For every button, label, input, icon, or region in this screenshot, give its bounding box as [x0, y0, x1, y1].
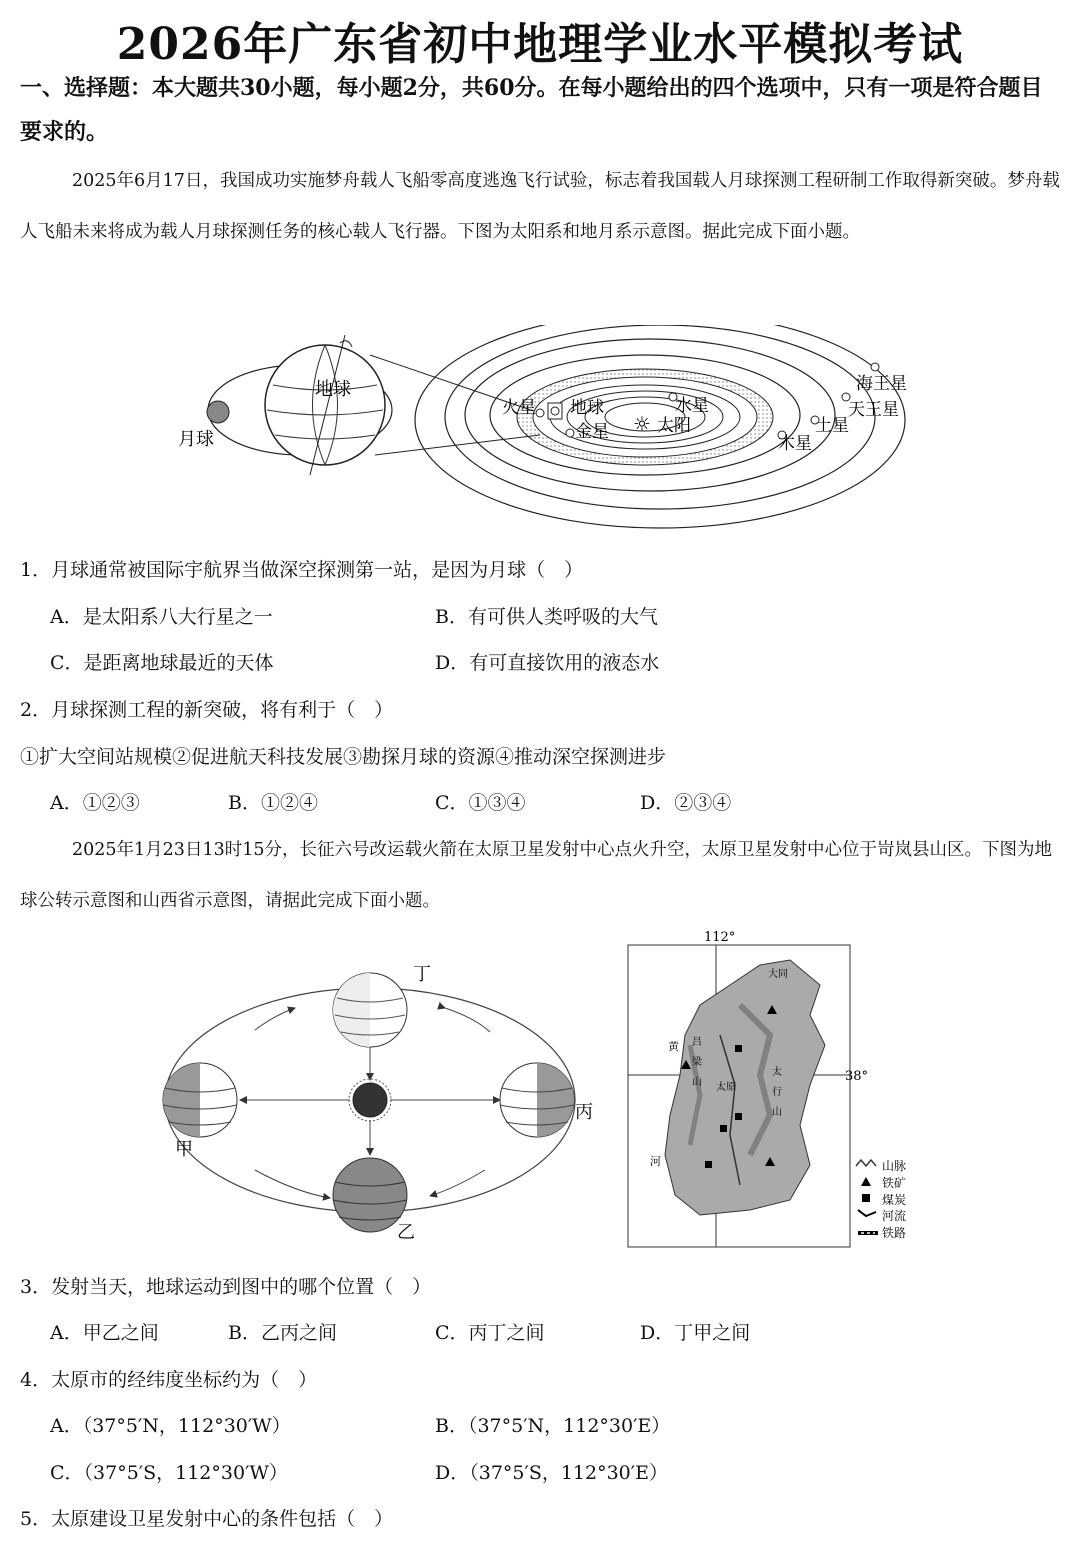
q1-option-b[interactable]: B．有可供人类呼吸的大气: [435, 606, 658, 628]
map-label-shan2: 山: [772, 1107, 782, 1118]
passage-1: [20, 156, 1065, 258]
legend-coal: 煤炭: [882, 1193, 907, 1207]
map-label-tai: 太: [772, 1067, 782, 1078]
q3-option-d[interactable]: D．丁甲之间: [640, 1322, 751, 1344]
legend-mountain: 山脉: [882, 1159, 907, 1173]
map-label-taiyuan: 太原: [716, 1082, 736, 1093]
q1-option-a[interactable]: A．是太阳系八大行星之一: [50, 606, 273, 628]
q2-option-c[interactable]: C．①③④: [435, 792, 526, 814]
earth-globe: [265, 345, 385, 465]
map-label-he: 河: [650, 1155, 661, 1168]
mercury-label: 水星: [675, 396, 709, 416]
mars-label: 火星: [502, 398, 536, 418]
q4-option-b[interactable]: B．（37°5′N，112°30′E）: [435, 1415, 671, 1437]
map-label-huang: 黄: [668, 1040, 679, 1053]
venus-label: 金星: [575, 422, 609, 442]
sun-icon: ☼: [633, 412, 651, 436]
q2-option-a[interactable]: A．①②③: [50, 792, 140, 814]
map-label-shan1: 山: [692, 1077, 702, 1088]
position-ding-label: 丁: [413, 964, 431, 985]
q2-option-d[interactable]: D．②③④: [640, 792, 732, 814]
page-title: 2026年广东省初中地理学业水平模拟考试: [116, 19, 964, 70]
legend-railway: 铁路: [882, 1226, 907, 1240]
map-label-lv: 吕: [692, 1037, 702, 1048]
q3-option-c[interactable]: C．丙丁之间: [435, 1322, 545, 1344]
earth-revolution-figure: [155, 960, 605, 1245]
legend-iron: 铁矿: [882, 1176, 907, 1190]
shanxi-map-figure: [620, 925, 940, 1255]
map-label-hang: 行: [772, 1087, 782, 1098]
moon-label: 月球: [178, 429, 214, 450]
earth-label: 地球: [570, 398, 604, 418]
q3-option-a[interactable]: A．甲乙之间: [50, 1322, 159, 1344]
passage-2: [20, 825, 1065, 927]
sun-label: 太阳: [657, 416, 691, 436]
q2-option-b[interactable]: B．①②④: [228, 792, 318, 814]
q1-option-d[interactable]: D．有可直接饮用的液态水: [435, 652, 660, 674]
q4-option-d[interactable]: D．（37°5′S，112°30′E）: [435, 1462, 668, 1484]
q1-option-c[interactable]: C．是距离地球最近的天体: [50, 652, 274, 674]
section-heading: 一、选择题：本大题共30小题，每小题2分，共60分。在每小题给出的四个选项中，只有一项是符合题目要求的。: [20, 75, 1043, 145]
map-label-liang: 梁: [692, 1057, 702, 1068]
legend-river: 河流: [882, 1209, 907, 1223]
longitude-label: 112°: [704, 930, 736, 945]
q4-option-a[interactable]: A．（37°5′N，112°30′W）: [50, 1415, 291, 1437]
position-yi-label: 乙: [397, 1222, 415, 1243]
uranus-label: 天王星: [848, 400, 899, 420]
position-jia-label: 甲: [175, 1139, 193, 1160]
jupiter-label: 木星: [778, 434, 812, 454]
q4-option-c[interactable]: C．（37°5′S，112°30′W）: [50, 1462, 288, 1484]
sun: [353, 1083, 387, 1117]
question-2-stem: 2．月球探测工程的新突破，将有利于（ ）: [20, 699, 394, 721]
q3-option-b[interactable]: B．乙丙之间: [228, 1322, 337, 1344]
question-3-stem: 3．发射当天，地球运动到图中的哪个位置（ ）: [20, 1276, 432, 1298]
saturn-label: 土星: [815, 416, 849, 436]
earth-big-label: 地球: [315, 379, 351, 400]
neptune-label: 海王星: [856, 374, 907, 394]
question-4-stem: 4．太原市的经纬度坐标约为（ ）: [20, 1369, 318, 1391]
question-5-stem: 5．太原建设卫星发射中心的条件包括（ ）: [20, 1508, 394, 1530]
position-bing-label: 丙: [575, 1102, 593, 1123]
question-1-stem: 1．月球通常被国际宇航界当做深空探测第一站，是因为月球（ ）: [20, 559, 584, 581]
solar-system-figure: [170, 325, 930, 540]
latitude-label: 38°: [845, 1069, 869, 1084]
map-label-datong: 大同: [768, 969, 788, 980]
question-2-statements: ①扩大空间站规模②促进航天科技发展③勘探月球的资源④推动深空探测进步: [20, 746, 667, 768]
earth-position-yi: [333, 1158, 407, 1232]
passage-2-text: 2025年1月23日13时15分，长征六号改运载火箭在太原卫星发射中心点火升空，太原卫星发射中心位于岢岚县山区。下图为地球公转示意图和山西省示意图，请据此完成下面小题。: [20, 840, 1052, 911]
moon: [207, 401, 229, 423]
passage-1-text: 2025年6月17日，我国成功实施梦舟载人飞船零高度逃逸飞行试验，标志着我国载人月球探测工程研制工作取得新突破。梦舟载人飞船未来将成为载人月球探测任务的核心载人飞行器。下图为太阳系和地月系示意图。据此完成下面小题。: [20, 171, 1060, 242]
